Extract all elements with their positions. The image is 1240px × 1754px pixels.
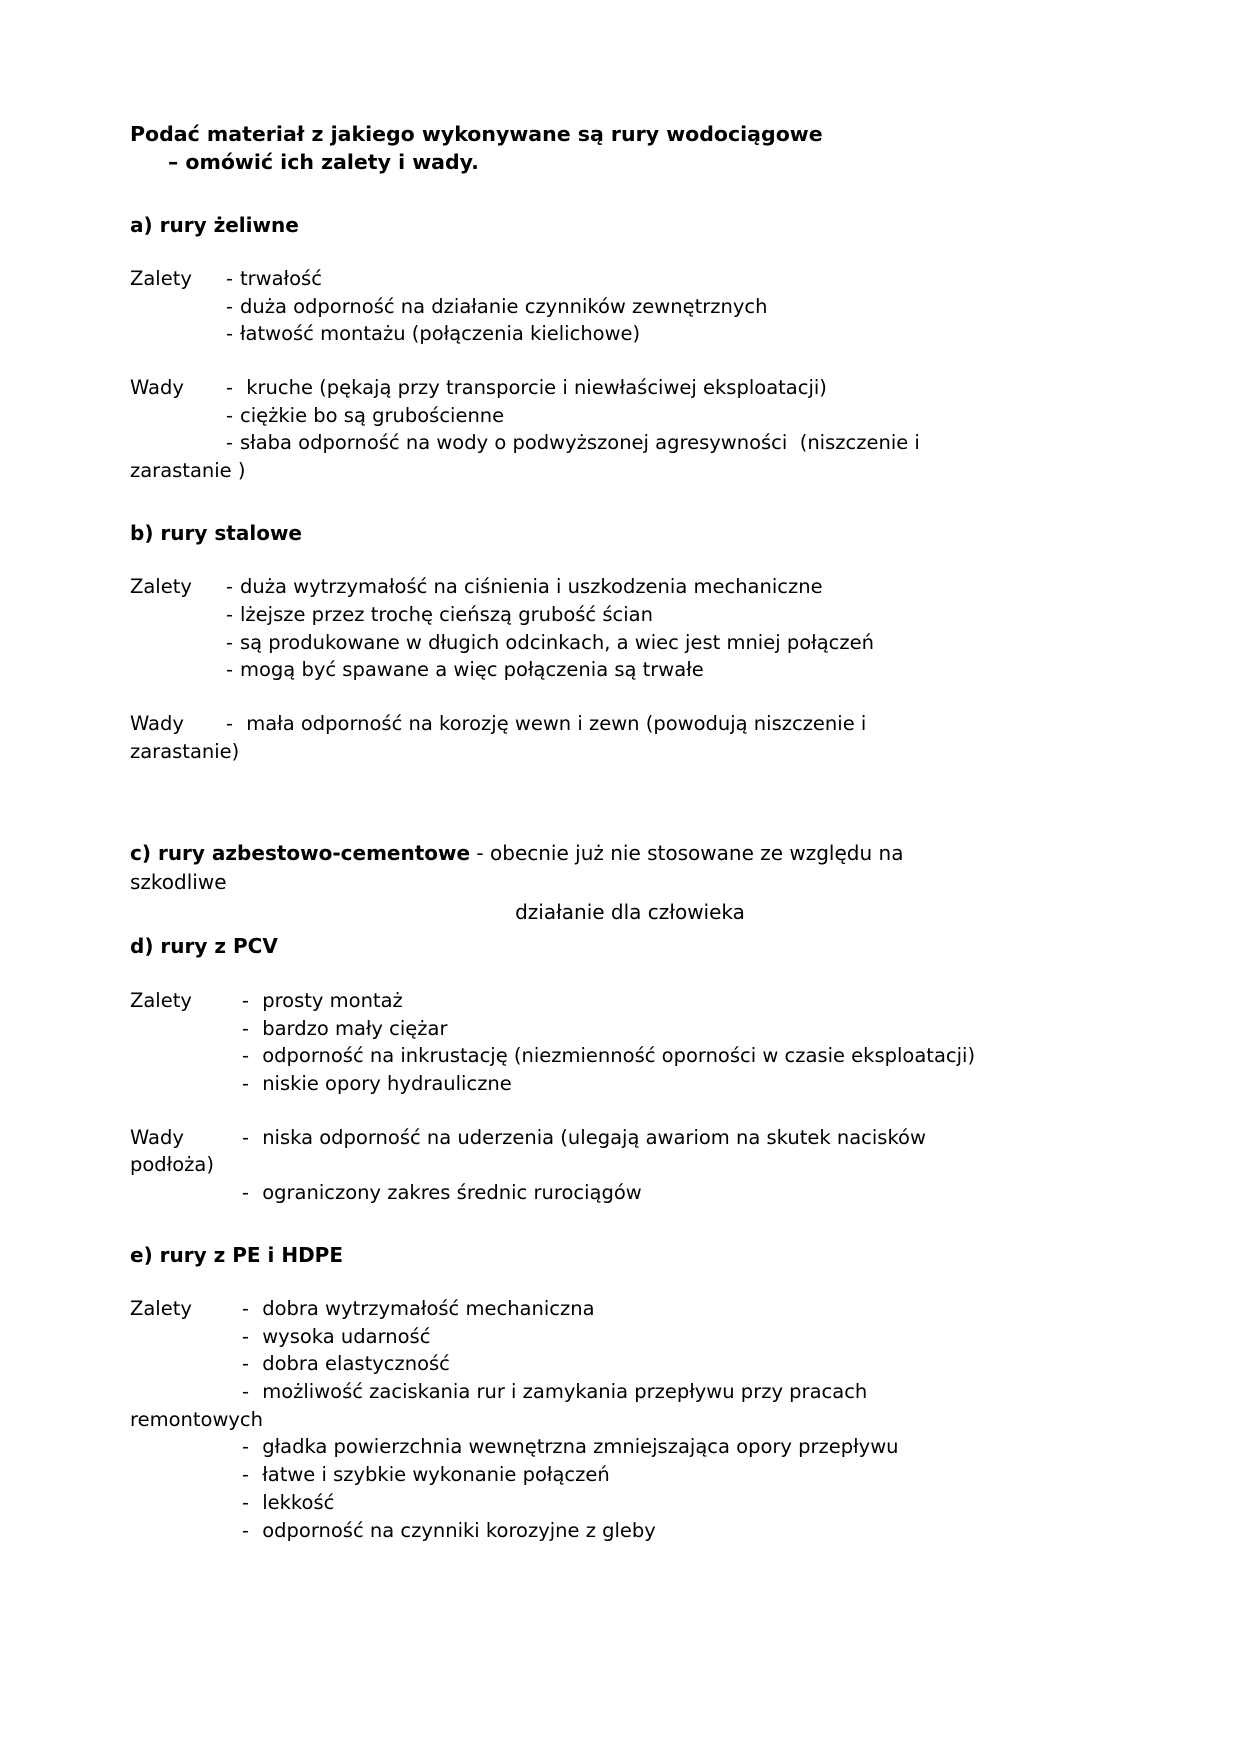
list-item: - mała odporność na korozję wewn i zewn (powodują niszczenie i (226, 711, 867, 735)
list-item: - odporność na inkrustację (niezmienność oporności w czasie eksploatacji) (242, 1044, 976, 1068)
list-item: - niskie opory hydrauliczne (242, 1071, 512, 1095)
list-item: - gładka powierzchnia wewnętrzna zmniejszająca opory przepływu (242, 1435, 899, 1459)
list-item: - mogą być spawane a więc połączenia są trwałe (226, 658, 704, 682)
list-item: - wysoka udarność (242, 1324, 431, 1348)
label-zalety-d: Zalety (130, 988, 192, 1012)
section-heading-e-text: e) rury z PE i HDPE (130, 1242, 343, 1267)
list-item: - są produkowane w długich odcinkach, a wiec jest mniej połączeń (226, 630, 874, 654)
list-item: - odporność na czynniki korozyjne z gleby (242, 1518, 656, 1542)
section-heading-d-text: d) rury z PCV (130, 934, 278, 959)
wrapped-text: remontowych (130, 1407, 264, 1431)
list-item: - kruche (pękają przy transporcie i niewłaściwej eksploatacji) (226, 376, 827, 400)
section-heading-a-text: a) rury żeliwne (130, 212, 299, 237)
list-item: - niska odporność na uderzenia (ulegają awariom na skutek nacisków (242, 1125, 926, 1149)
list-item: - dobra elastyczność (242, 1352, 450, 1376)
section-heading-a (130, 211, 1110, 239)
page-title-line1: Podać materiał z jakiego wykonywane są rury wodociągowe (130, 122, 823, 146)
list-item: - duża wytrzymałość na ciśnienia i uszkodzenia mechaniczne (226, 575, 823, 599)
section-heading-e (130, 1241, 1110, 1269)
section-d-zalety (130, 987, 1110, 1098)
list-item: - ciężkie bo są grubościenne (226, 403, 505, 427)
list-item: - ograniczony zakres średnic rurociągów (242, 1180, 642, 1204)
document-body (130, 120, 1110, 1544)
label-wady-a: Wady (130, 376, 184, 400)
wrapped-text: zarastanie ) (130, 459, 246, 483)
page-title (130, 120, 1110, 177)
list-item: - lżejsze przez trochę cieńszą grubość ścian (226, 602, 653, 626)
section-heading-c-tail: - obecnie już nie stosowane ze względu na (470, 841, 904, 866)
list-item: - trwałość (226, 266, 322, 290)
list-item: - duża odporność na działanie czynników zewnętrznych (226, 294, 768, 318)
section-e-zalety (130, 1295, 1110, 1544)
section-d-wady (130, 1124, 1110, 1207)
list-item: - prosty montaż (242, 988, 403, 1012)
wrapped-text: zarastanie) (130, 739, 240, 763)
section-c-note: działanie dla człowieka (515, 900, 745, 925)
section-a-wady (130, 374, 1110, 485)
list-item: - lekkość (242, 1490, 335, 1514)
section-heading-b-text: b) rury stalowe (130, 520, 302, 545)
wrapped-text: podłoża) (130, 1153, 214, 1177)
section-a-zalety (130, 265, 1110, 348)
label-wady-b: Wady (130, 711, 184, 735)
label-zalety-a: Zalety (130, 266, 192, 290)
list-item: - łatwość montażu (połączenia kielichowe) (226, 322, 641, 346)
page-title-line2: – omówić ich zalety i wady. (168, 150, 479, 175)
list-item: - dobra wytrzymałość mechaniczna (242, 1297, 595, 1321)
section-heading-c (130, 839, 1110, 926)
list-item: - bardzo mały ciężar (242, 1016, 448, 1040)
section-heading-c-text: c) rury azbestowo-cementowe (130, 841, 471, 866)
label-zalety-e: Zalety (130, 1297, 192, 1321)
label-wady-d: Wady (130, 1125, 184, 1149)
wrapped-text: szkodliwe (130, 869, 227, 894)
section-b-wady (130, 710, 1110, 765)
section-heading-b (130, 519, 1110, 547)
list-item: - słaba odporność na wody o podwyższonej agresywności (niszczenie i (226, 431, 920, 455)
list-item: - możliwość zaciskania rur i zamykania przepływu przy pracach (242, 1380, 868, 1404)
list-item: - łatwe i szybkie wykonanie połączeń (242, 1463, 610, 1487)
section-b-zalety (130, 573, 1110, 684)
section-heading-d (130, 932, 1110, 960)
label-zalety-b: Zalety (130, 575, 192, 599)
